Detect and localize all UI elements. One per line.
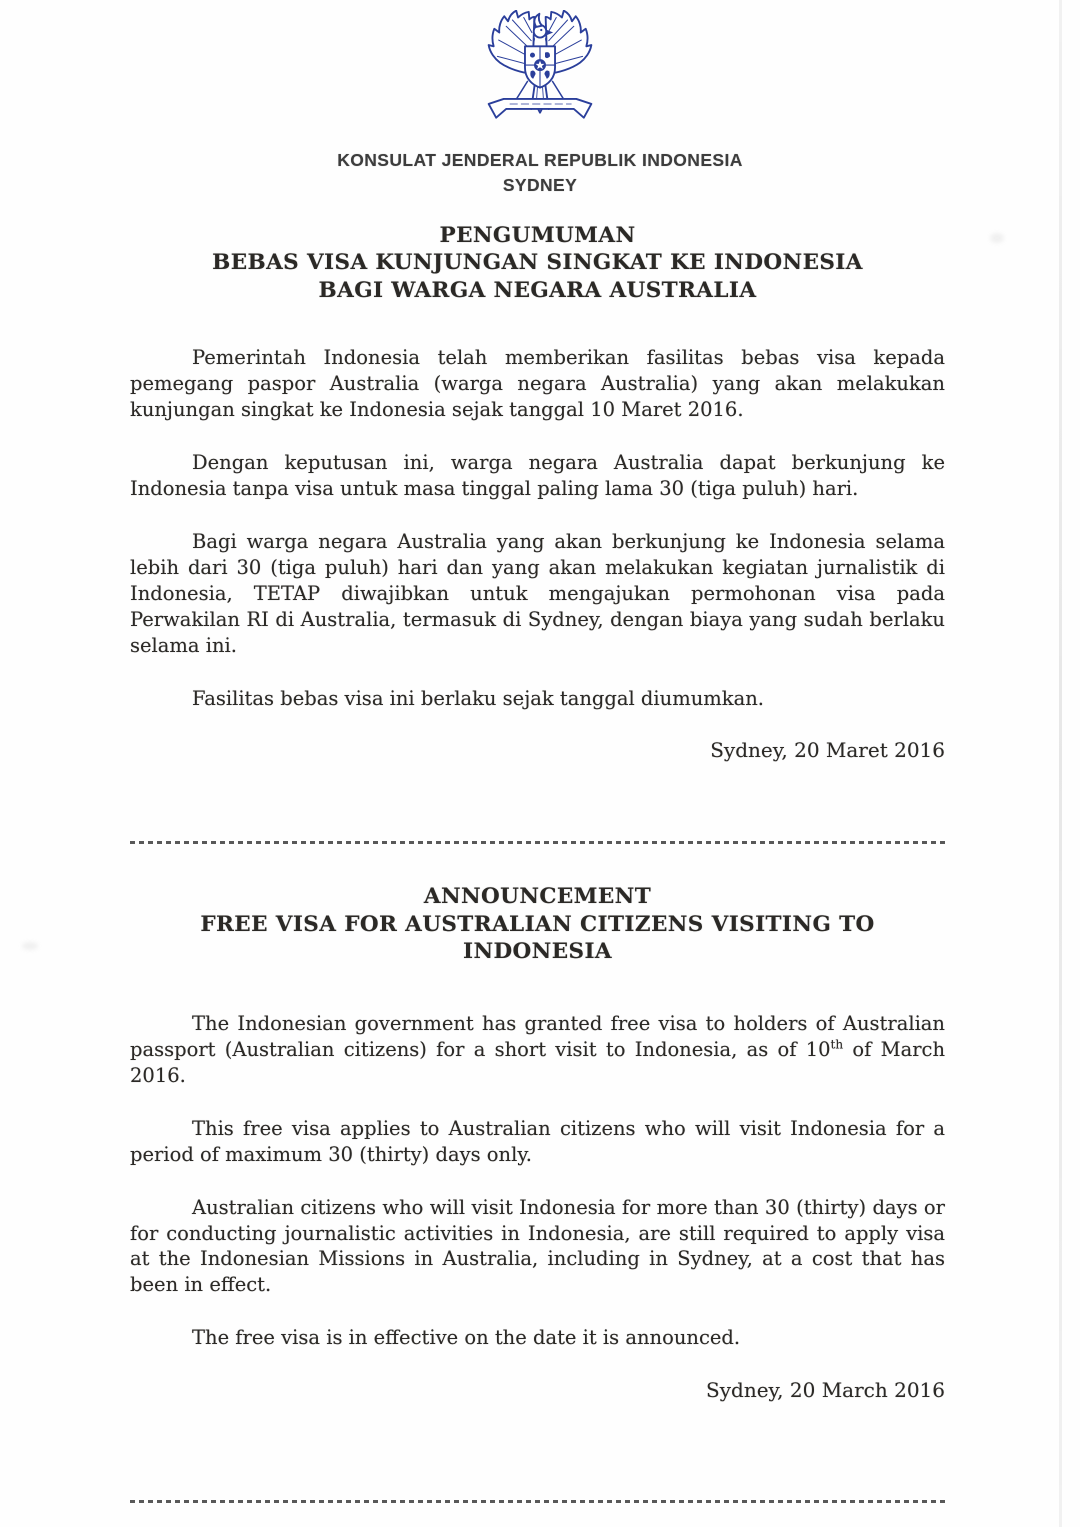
- title-line: FREE VISA FOR AUSTRALIAN CITIZENS VISITING TO INDONESIA: [200, 911, 875, 965]
- dashed-divider-top: [130, 841, 945, 844]
- paragraph-en-1: [130, 1011, 945, 1089]
- paragraph-text: The Indonesian government has granted free visa to holders of Australian passport (Australian citizens) for a short visit to Indonesia, as of 10: [130, 1011, 945, 1061]
- paragraph-id-3: Bagi warga negara Australia yang akan berkunjung ke Indonesia selama lebih dari 30 (tiga puluh) hari dan yang akan melakukan kegiatan jurnalistik di Indonesia, TETAP diwajibkan untuk mengajukan permohonan visa pada Perwakilan RI di Australia, termasuk di Sydney, dengan biaya yang sudah berlaku selama ini.: [130, 529, 945, 657]
- garuda-pancasila-icon: [471, 10, 609, 134]
- document-content: [130, 222, 945, 1503]
- paragraph-id-1: Pemerintah Indonesia telah memberikan fasilitas bebas visa kepada pemegang paspor Australia (warga negara Australia) yang akan melakukan kunjungan singkat ke Indonesia sejak tanggal 10 Maret 2016.: [130, 346, 945, 422]
- english-title: [130, 883, 945, 966]
- paragraph-text: of March 2016.: [130, 1037, 946, 1087]
- paragraph-en-4: The free visa is in effective on the date it is announced.: [192, 1326, 741, 1350]
- paragraph-id-2: Dengan keputusan ini, warga negara Australia dapat berkunjung ke Indonesia tanpa visa untuk masa tinggal paling lama 30 (tiga puluh) hari.: [130, 451, 945, 500]
- scan-smudge: [22, 942, 38, 950]
- date-line-indonesian: Sydney, 20 Maret 2016: [710, 738, 945, 763]
- title-line: PENGUMUMAN: [439, 222, 636, 248]
- org-header: [0, 148, 1080, 199]
- paragraph-en-3: Australian citizens who will visit Indonesia for more than 30 (thirty) days or for conducting journalistic activities in Indonesia, are still required to apply visa at the Indonesian Missions in Australia, including in Sydney, at a cost that has been in effect.: [130, 1195, 945, 1297]
- paragraph-id-4: Fasilitas bebas visa ini berlaku sejak tanggal diumumkan.: [192, 686, 764, 710]
- paragraph-en-2: This free visa applies to Australian citizens who will visit Indonesia for a period of maximum 30 (thirty) days only.: [130, 1116, 945, 1166]
- org-name: KONSULAT JENDERAL REPUBLIK INDONESIA: [337, 150, 743, 170]
- indonesian-title: [130, 222, 945, 305]
- scan-smudge: [990, 233, 1004, 243]
- date-line-english: Sydney, 20 March 2016: [706, 1378, 945, 1403]
- title-line: BAGI WARGA NEGARA AUSTRALIA: [318, 277, 757, 303]
- org-city: SYDNEY: [502, 175, 578, 196]
- title-line: ANNOUNCEMENT: [423, 884, 652, 910]
- title-line: BEBAS VISA KUNJUNGAN SINGKAT KE INDONESIA: [212, 250, 863, 276]
- scan-edge-shadow: [1059, 0, 1062, 1527]
- dashed-divider-bottom: [130, 1500, 945, 1503]
- ordinal-superscript: th: [830, 1037, 844, 1052]
- emblem-container: [0, 0, 1080, 140]
